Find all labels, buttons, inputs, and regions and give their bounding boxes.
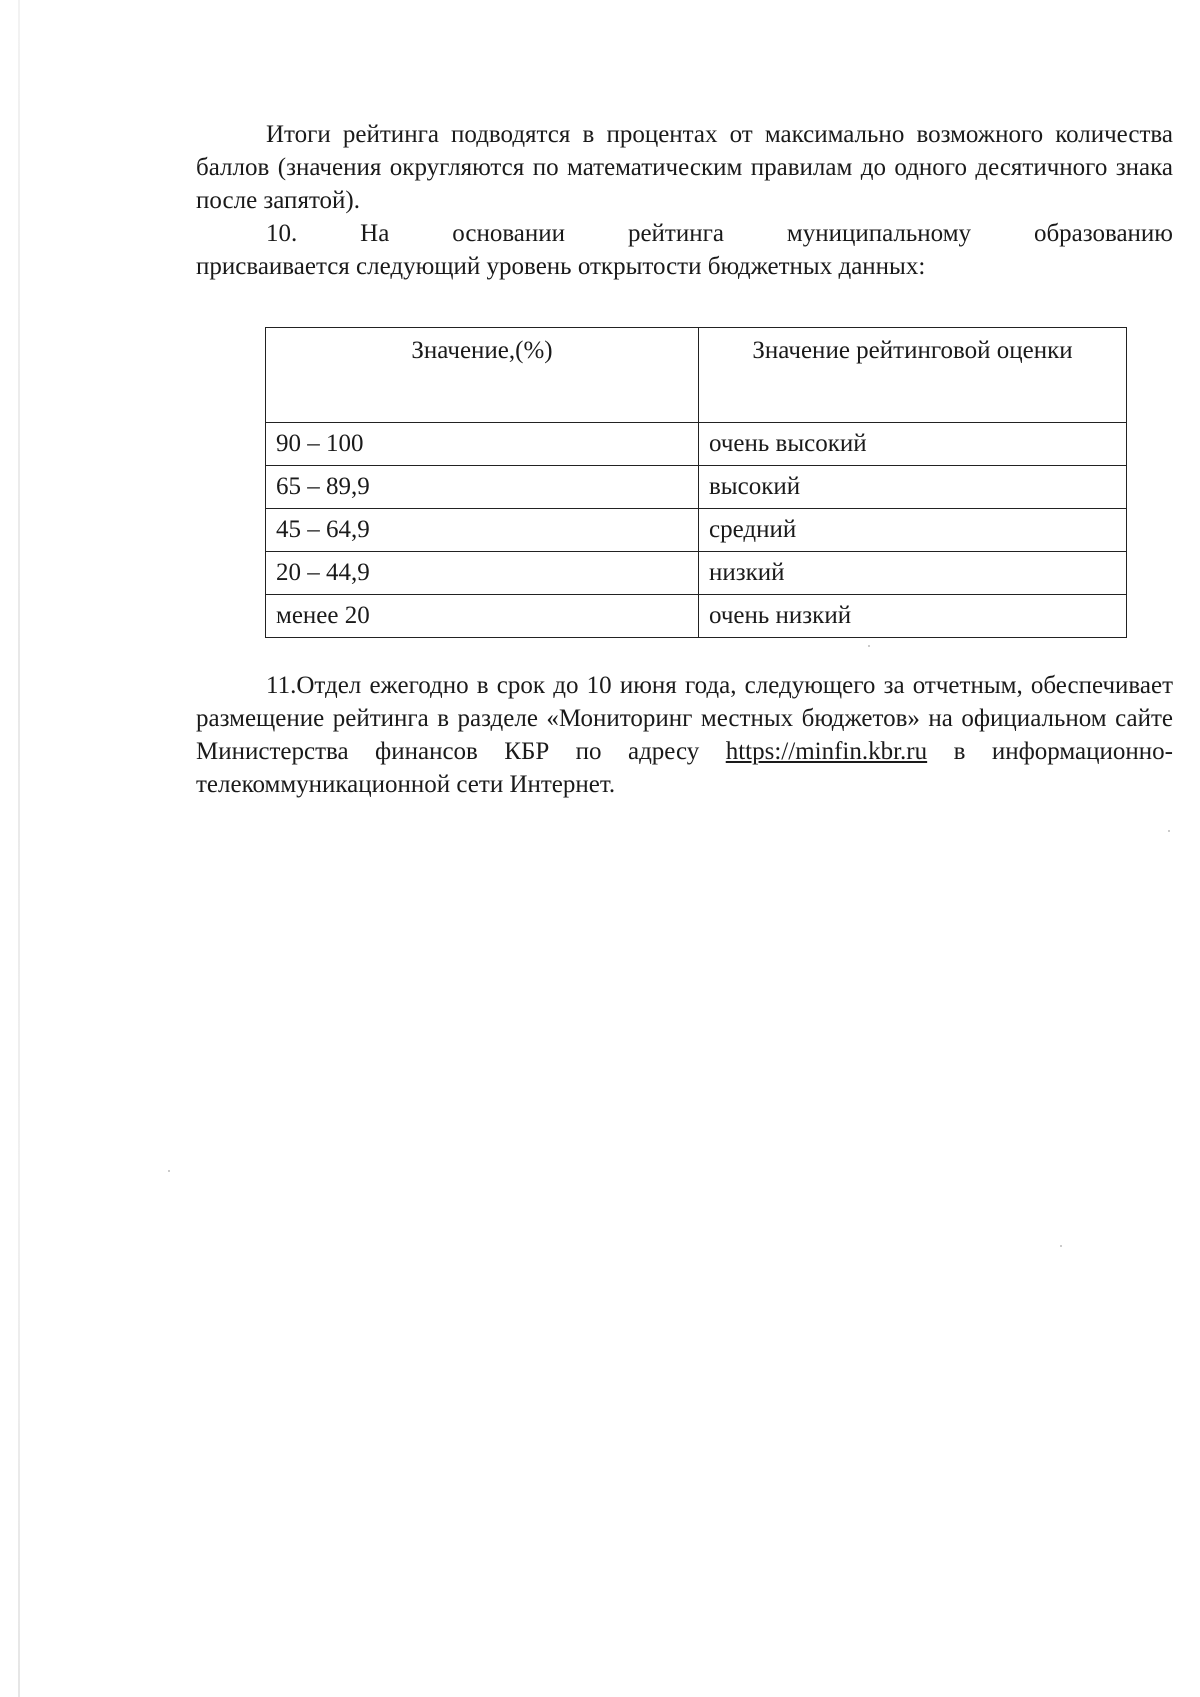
scan-edge xyxy=(18,0,20,1697)
table-cell-range: 65 – 89,9 xyxy=(266,466,699,509)
paragraph-11-tail: в информационно-телекоммуникационной сети Интернет. xyxy=(196,738,1173,798)
table-cell-range: 90 – 100 xyxy=(266,423,699,466)
table-row xyxy=(266,595,1127,638)
table-header-row xyxy=(266,328,1127,423)
table-cell-level: высокий xyxy=(699,466,1127,509)
minfin-link[interactable]: https://minfin.kbr.ru xyxy=(725,738,928,765)
scan-speck xyxy=(168,1170,170,1172)
scan-speck xyxy=(1168,830,1170,832)
table-cell-level: очень высокий xyxy=(699,423,1127,466)
table-row xyxy=(266,423,1127,466)
paragraph-11-text: 11.Отдел ежегодно в срок до 10 июня года, следующего за отчетным, обеспечивает размещение рейтинга в разделе «Мониторинг местных бюджетов» на официальном сайте Министерства финансов КБР по адресу xyxy=(196,672,1173,765)
table-cell-range: 20 – 44,9 xyxy=(266,552,699,595)
paragraph-10-line-1: 10. На основании рейтинга муниципальному образованию xyxy=(266,220,1173,247)
table-header-rating: Значение рейтинговой оценки xyxy=(699,328,1127,423)
document-body-top xyxy=(196,118,1173,283)
paragraph-rating-results: Итоги рейтинга подводятся в процентах от максимально возможного количества баллов (значения округляются по математическим правилам до одного десятичного знака после запятой). xyxy=(196,121,1173,214)
rating-levels-table xyxy=(265,327,1127,638)
table-cell-range: 45 – 64,9 xyxy=(266,509,699,552)
table-row xyxy=(266,509,1127,552)
table-cell-range: менее 20 xyxy=(266,595,699,638)
table-row xyxy=(266,552,1127,595)
table-row xyxy=(266,466,1127,509)
table-header-value: Значение,(%) xyxy=(266,328,699,423)
document-body-bottom xyxy=(196,669,1173,801)
scan-speck xyxy=(868,645,870,647)
paragraph-10-line-2: присваивается следующий уровень открытости бюджетных данных: xyxy=(196,253,926,280)
table-cell-level: низкий xyxy=(699,552,1127,595)
scan-speck xyxy=(1060,1245,1062,1247)
table-cell-level: средний xyxy=(699,509,1127,552)
table-cell-level: очень низкий xyxy=(699,595,1127,638)
paragraph-11 xyxy=(196,669,1173,801)
